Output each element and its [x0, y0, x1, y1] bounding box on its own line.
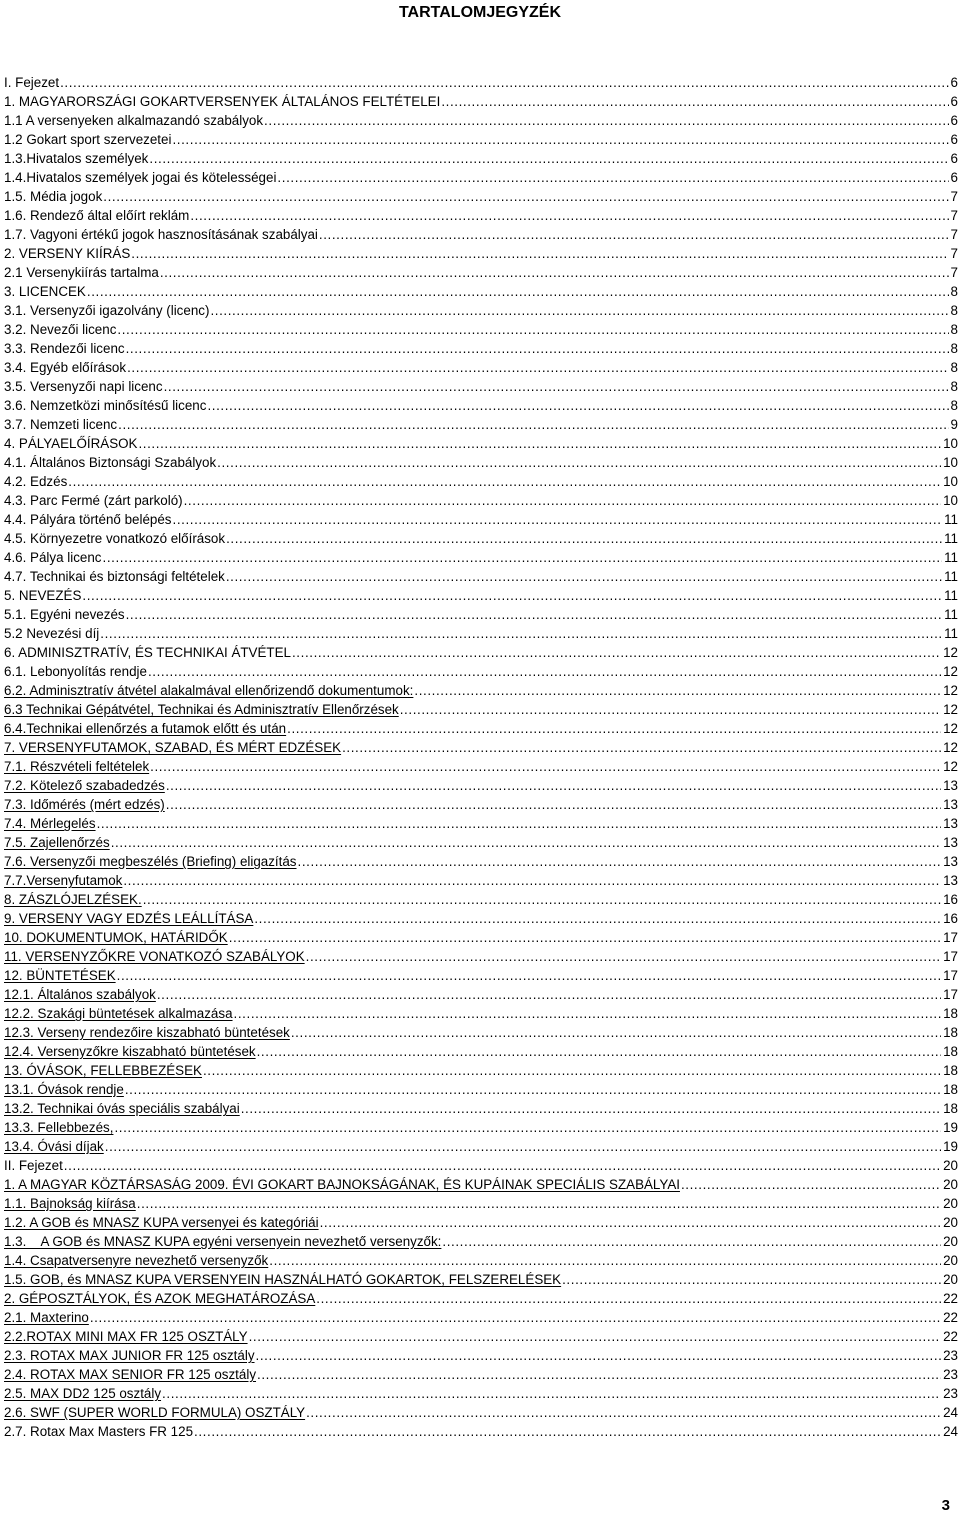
- toc-entry-page: 10: [943, 455, 958, 470]
- toc-entry[interactable]: [4, 129, 958, 148]
- toc-entry-page: 8: [950, 341, 958, 356]
- toc-entry-page: 20: [943, 1177, 958, 1192]
- toc-entry-page: 11: [944, 588, 958, 603]
- toc-entry-page: 12: [943, 721, 958, 736]
- toc-entry-page: 10: [943, 474, 958, 489]
- toc-entry-page: 8: [950, 360, 958, 375]
- dot-leader: [118, 416, 948, 433]
- dot-leader: [148, 663, 941, 680]
- toc-entry-label: 4.1. Általános Biztonsági Szabályok: [4, 455, 217, 470]
- toc-entry-label: 3.6. Nemzetközi minősítésű licenc: [4, 398, 207, 413]
- toc-entry[interactable]: [4, 357, 958, 376]
- toc-entry[interactable]: [4, 1022, 958, 1041]
- toc-entry-label: 2.1. Maxterino: [4, 1310, 89, 1325]
- toc-entry-label: 5. NEVEZÉS: [4, 588, 82, 603]
- toc-entry-label: 12. BÜNTETÉSEK: [4, 968, 116, 983]
- toc-title: TARTALOMJEGYZÉK: [398, 4, 562, 21]
- toc-entry-page: 8: [950, 379, 958, 394]
- toc-entry[interactable]: [4, 224, 958, 243]
- toc-entry[interactable]: [4, 1402, 958, 1421]
- toc-entry-label: 1.2 Gokart sport szervezetei: [4, 132, 172, 147]
- toc-entry[interactable]: [4, 1212, 958, 1231]
- toc-entry-page: 20: [943, 1253, 958, 1268]
- toc-entry-label: 6.2. Adminisztratív átvétel alakalmával ellenőrizendő dokumentumok:: [4, 683, 414, 698]
- dot-leader: [60, 74, 948, 91]
- dot-leader: [254, 910, 941, 927]
- toc-entry-page: 11: [944, 626, 958, 641]
- toc-entry-label: 11. VERSENYZŐKRE VONATKOZÓ SZABÁLYOK: [4, 949, 305, 964]
- toc-entry-label: 3.1. Versenyzői igazolvány (licenc): [4, 303, 210, 318]
- toc-entry-page: 24: [943, 1405, 958, 1420]
- toc-entry-label: 13. ÓVÁSOK, FELLEBBEZÉSEK: [4, 1063, 202, 1078]
- toc-entry[interactable]: [4, 1288, 958, 1307]
- toc-entry-page: 19: [943, 1120, 958, 1135]
- toc-entry[interactable]: [4, 718, 958, 737]
- toc-entry-page: 11: [944, 607, 958, 622]
- toc-entry[interactable]: [4, 756, 958, 775]
- toc-entry-label: 6.3 Technikai Gépátvétel, Technikai és Adminisztratív Ellenőrzések: [4, 702, 399, 717]
- toc-entry[interactable]: [4, 319, 958, 338]
- toc-entry-page: 22: [943, 1291, 958, 1306]
- toc-entry-label: 7. VERSENYFUTAMOK, SZABAD, ÉS MÉRT EDZÉSEK: [4, 740, 342, 755]
- toc-entry-label: 3.7. Nemzeti licenc: [4, 417, 118, 432]
- toc-entry-label: 4.3. Parc Fermé (zárt parkoló): [4, 493, 183, 508]
- dot-leader: [257, 1366, 941, 1383]
- dot-leader: [172, 131, 948, 148]
- toc-entry[interactable]: [4, 1326, 958, 1345]
- toc-entry-label: 13.4. Óvási díjak: [4, 1139, 104, 1154]
- toc-entry-page: 7: [950, 208, 958, 223]
- toc-entry[interactable]: [4, 1231, 958, 1250]
- toc-entry-label: 4.5. Környezetre vonatkozó előírások: [4, 531, 226, 546]
- toc-entry-page: 16: [943, 892, 958, 907]
- toc-entry-page: 20: [943, 1215, 958, 1230]
- toc-entry-label: 1.4.Hivatalos személyek jogai és kötelességei: [4, 170, 277, 185]
- dot-leader: [123, 872, 941, 889]
- dot-leader: [562, 1271, 941, 1288]
- dot-leader: [442, 1233, 941, 1250]
- dot-leader: [291, 1024, 941, 1041]
- toc-entry[interactable]: [4, 566, 958, 585]
- toc-entry-page: 10: [943, 493, 958, 508]
- toc-entry[interactable]: [4, 1174, 958, 1193]
- toc-entry-label: 12.1. Általános szabályok: [4, 987, 156, 1002]
- toc-entry-page: 8: [950, 322, 958, 337]
- toc-entry-label: 1. MAGYARORSZÁGI GOKARTVERSENYEK ÁLTALÁNOS FELTÉTELEI: [4, 94, 441, 109]
- toc-entry-label: 7.2. Kötelező szabadedzés: [4, 778, 165, 793]
- toc-entry-page: 9: [950, 417, 958, 432]
- dot-leader: [68, 473, 941, 490]
- toc-entry[interactable]: [4, 1041, 958, 1060]
- toc-entry-page: 23: [943, 1367, 958, 1382]
- toc-entry[interactable]: [4, 1060, 958, 1079]
- dot-leader: [264, 112, 949, 129]
- toc-entry-label: 6.4.Technikai ellenőrzés a futamok előtt és után: [4, 721, 287, 736]
- dot-leader: [203, 1062, 941, 1079]
- toc-entry-label: II. Fejezet: [4, 1158, 63, 1173]
- page-number: 3: [941, 1497, 950, 1514]
- toc-entry-page: 7: [950, 246, 958, 261]
- toc-entry-label: 10. DOKUMENTUMOK, HATÁRIDŐK: [4, 930, 228, 945]
- toc-entry-label: 7.7.Versenyfutamok: [4, 873, 123, 888]
- dot-leader: [207, 397, 948, 414]
- dot-leader: [105, 1138, 941, 1155]
- dot-leader: [87, 283, 949, 300]
- toc-entry-page: 20: [943, 1196, 958, 1211]
- dot-leader: [162, 1385, 941, 1402]
- toc-entry-label: 3. LICENCEK: [4, 284, 86, 299]
- toc-entry-page: 11: [944, 531, 958, 546]
- toc-entry-page: 17: [943, 949, 958, 964]
- toc-entry-page: 12: [943, 664, 958, 679]
- dot-leader: [316, 1290, 941, 1307]
- dot-leader: [226, 530, 942, 547]
- toc-entry-page: 12: [943, 759, 958, 774]
- toc-entry[interactable]: [4, 262, 958, 281]
- toc-entry-page: 13: [943, 816, 958, 831]
- dot-leader: [306, 1404, 941, 1421]
- toc-entry[interactable]: [4, 414, 958, 433]
- dot-leader: [127, 359, 948, 376]
- toc-entry[interactable]: [4, 851, 958, 870]
- toc-entry-page: 17: [943, 968, 958, 983]
- toc-entry-label: 2.6. SWF (SUPER WORLD FORMULA) OSZTÁLY: [4, 1405, 306, 1420]
- toc-entry[interactable]: [4, 1193, 958, 1212]
- toc-entry-label: 2.5. MAX DD2 125 osztály: [4, 1386, 162, 1401]
- toc-entry-page: 17: [943, 987, 958, 1002]
- toc-entry-page: 13: [943, 797, 958, 812]
- toc-entry-page: 8: [950, 284, 958, 299]
- dot-leader: [257, 1043, 941, 1060]
- toc-entry-label: 2.4. ROTAX MAX SENIOR FR 125 osztály: [4, 1367, 257, 1382]
- toc-entry[interactable]: [4, 927, 958, 946]
- toc-entry-label: 2.7. Rotax Max Masters FR 125: [4, 1424, 194, 1439]
- toc-entry[interactable]: [4, 1250, 958, 1269]
- toc-entry-label: 1.1. Bajnokság kiírása: [4, 1196, 136, 1211]
- toc-entry[interactable]: [4, 1269, 958, 1288]
- dot-leader: [166, 796, 941, 813]
- toc-entry[interactable]: [4, 528, 958, 547]
- dot-leader: [414, 682, 941, 699]
- dot-leader: [160, 264, 949, 281]
- toc-entry-label: 4.4. Pályára történő belépés: [4, 512, 172, 527]
- toc-entry-label: 2.3. ROTAX MAX JUNIOR FR 125 osztály: [4, 1348, 255, 1363]
- toc-entry-label: 1.3.Hivatalos személyek: [4, 151, 149, 166]
- toc-entry-page: 22: [943, 1310, 958, 1325]
- toc-entry-page: 10: [943, 436, 958, 451]
- toc-entry-page: 18: [943, 1006, 958, 1021]
- toc-entry-label: 8. ZÁSZLÓJELZÉSEK.: [4, 892, 142, 907]
- toc-entry-page: 18: [943, 1025, 958, 1040]
- toc-entry-page: 22: [943, 1329, 958, 1344]
- toc-entry-label: 7.1. Részvételi feltételek: [4, 759, 150, 774]
- toc-entry-page: 18: [943, 1082, 958, 1097]
- toc-entry-label: 1.5. GOB, és MNASZ KUPA VERSENYEIN HASZNÁLHATÓ GOKARTOK, FELSZERELÉSEK: [4, 1272, 562, 1287]
- dot-leader: [210, 302, 948, 319]
- toc-entry-label: 6. ADMINISZTRATÍV, ÉS TECHNIKAI ÁTVÉTEL: [4, 645, 291, 660]
- toc-entry-page: 7: [950, 189, 958, 204]
- toc-entry-page: 7: [950, 265, 958, 280]
- toc-entry-label: 2.1 Versenykiírás tartalma: [4, 265, 159, 280]
- toc-entry[interactable]: [4, 737, 958, 756]
- dot-leader: [125, 1081, 941, 1098]
- toc-entry[interactable]: [4, 965, 958, 984]
- toc-entry-label: 6.1. Lebonyolítás rendje: [4, 664, 147, 679]
- toc-entry-label: 4.6. Pálya licenc: [4, 550, 102, 565]
- toc-entry-page: 20: [943, 1272, 958, 1287]
- toc-entry[interactable]: [4, 300, 958, 319]
- toc-entry-page: 18: [943, 1101, 958, 1116]
- dot-leader: [131, 245, 948, 262]
- toc-entry-page: 6: [950, 94, 958, 109]
- toc-entry[interactable]: [4, 243, 958, 262]
- toc-entry-label: I. Fejezet: [4, 75, 60, 90]
- toc-entry-page: 6: [950, 170, 958, 185]
- toc-entry-page: 6: [950, 113, 958, 128]
- toc-entry-label: 1.2. A GOB és MNASZ KUPA versenyei és kategóriái: [4, 1215, 319, 1230]
- toc-entry-label: 7.6. Versenyzői megbeszélés (Briefing) eligazítás: [4, 854, 297, 869]
- toc-entry-label: 5.1. Egyéni nevezés: [4, 607, 125, 622]
- toc-entry-page: 17: [943, 930, 958, 945]
- dot-leader: [298, 853, 942, 870]
- dot-leader: [149, 150, 948, 167]
- toc-entry-page: 23: [943, 1348, 958, 1363]
- dot-leader: [190, 207, 948, 224]
- toc-entry[interactable]: [4, 984, 958, 1003]
- toc-entry[interactable]: [4, 642, 958, 661]
- toc-entry[interactable]: [4, 1364, 958, 1383]
- toc-entry-label: 1.6. Rendező által előírt reklám: [4, 208, 190, 223]
- toc-entry[interactable]: [4, 72, 958, 91]
- dot-leader: [164, 378, 949, 395]
- toc-entry[interactable]: [4, 1383, 958, 1402]
- dot-leader: [117, 967, 941, 984]
- toc-entry-page: 6: [950, 151, 958, 166]
- toc-entry-label: 7.3. Időmérés (mért edzés): [4, 797, 165, 812]
- toc-entry-page: 19: [943, 1139, 958, 1154]
- toc-entry[interactable]: [4, 167, 958, 186]
- dot-leader: [400, 701, 941, 718]
- toc-entry-label: 3.3. Rendezői licenc: [4, 341, 125, 356]
- toc-entry[interactable]: [4, 547, 958, 566]
- toc-entry-label: 2.2.ROTAX MINI MAX FR 125 OSZTÁLY: [4, 1329, 248, 1344]
- toc-entry[interactable]: [4, 1003, 958, 1022]
- dot-leader: [126, 340, 949, 357]
- dot-leader: [103, 188, 948, 205]
- toc-entry[interactable]: [4, 1421, 958, 1440]
- toc-entry-label: 1. A MAGYAR KÖZTÁRSASÁG 2009. ÉVI GOKART BAJNOKSÁGÁNAK, ÉS KUPÁINAK SPECIÁLIS SZABÁLYAI: [4, 1177, 680, 1192]
- dot-leader: [126, 606, 942, 623]
- toc-entry[interactable]: [4, 813, 958, 832]
- toc-entry-label: 3.2. Nevezői licenc: [4, 322, 117, 337]
- toc-entry[interactable]: [4, 186, 958, 205]
- toc-entry-label: 4. PÁLYAELŐÍRÁSOK: [4, 436, 138, 451]
- dot-leader: [234, 1005, 942, 1022]
- dot-leader: [226, 568, 942, 585]
- dot-leader: [111, 834, 941, 851]
- dot-leader: [90, 1309, 941, 1326]
- toc-entry-page: 6: [950, 132, 958, 147]
- toc-entry-label: 3.5. Versenyzői napi licenc: [4, 379, 163, 394]
- toc-entry[interactable]: [4, 1136, 958, 1155]
- dot-leader: [292, 644, 941, 661]
- dot-leader: [150, 758, 941, 775]
- toc-entry-label: 4.2. Edzés: [4, 474, 68, 489]
- dot-leader: [64, 1157, 941, 1174]
- toc-entry-label: 9. VERSENY VAGY EDZÉS LEÁLLÍTÁSA: [4, 911, 254, 926]
- toc-entry-page: 13: [943, 854, 958, 869]
- dot-leader: [157, 986, 941, 1003]
- toc-entry[interactable]: [4, 110, 958, 129]
- toc-entry-label: 1.4. Csapatversenyre nevezhető versenyzők: [4, 1253, 269, 1268]
- toc-entry-label: 1.3. A GOB és MNASZ KUPA egyéni versenyein nevezhető versenyzők:: [4, 1234, 442, 1249]
- dot-leader: [319, 226, 949, 243]
- toc-entry-page: 13: [943, 873, 958, 888]
- toc-entry[interactable]: [4, 376, 958, 395]
- toc-entry[interactable]: [4, 433, 958, 452]
- dot-leader: [681, 1176, 941, 1193]
- toc-entry-label: 13.2. Technikai óvás speciális szabályai: [4, 1101, 240, 1116]
- dot-leader: [117, 321, 948, 338]
- toc-entry[interactable]: [4, 1345, 958, 1364]
- toc-entry[interactable]: [4, 699, 958, 718]
- toc-entry-label: 1.1 A versenyeken alkalmazandó szabályok: [4, 113, 264, 128]
- toc-entry-page: 7: [950, 227, 958, 242]
- toc-entry-page: 6: [950, 75, 958, 90]
- toc-entry[interactable]: [4, 1098, 958, 1117]
- table-of-contents: [4, 72, 958, 1440]
- dot-leader: [441, 93, 948, 110]
- toc-entry-page: 13: [943, 778, 958, 793]
- toc-entry-page: 18: [943, 1063, 958, 1078]
- toc-entry[interactable]: [4, 338, 958, 357]
- toc-entry-label: 2. GÉPOSZTÁLYOK, ÉS AZOK MEGHATÁROZÁSA: [4, 1291, 316, 1306]
- toc-entry-page: 13: [943, 835, 958, 850]
- toc-entry[interactable]: [4, 205, 958, 224]
- dot-leader: [249, 1328, 942, 1345]
- toc-entry-page: 8: [950, 398, 958, 413]
- toc-entry-label: 12.4. Versenyzőkre kiszabható büntetések: [4, 1044, 256, 1059]
- toc-entry-page: 12: [943, 740, 958, 755]
- toc-entry[interactable]: [4, 794, 958, 813]
- toc-entry-label: 2. VERSENY KIÍRÁS: [4, 246, 131, 261]
- dot-leader: [143, 891, 941, 908]
- toc-entry[interactable]: [4, 1307, 958, 1326]
- toc-entry[interactable]: [4, 832, 958, 851]
- toc-entry[interactable]: [4, 585, 958, 604]
- toc-entry-label: 5.2 Nevezési díj: [4, 626, 100, 641]
- toc-entry-label: 1.5. Média jogok: [4, 189, 103, 204]
- dot-leader: [103, 549, 943, 566]
- toc-entry-label: 13.3. Fellebbezés,: [4, 1120, 114, 1135]
- dot-leader: [114, 1119, 941, 1136]
- toc-entry-label: 12.2. Szakági büntetések alkalmazása: [4, 1006, 233, 1021]
- dot-leader: [256, 1347, 942, 1364]
- dot-leader: [306, 948, 941, 965]
- dot-leader: [194, 1423, 941, 1440]
- dot-leader: [269, 1252, 941, 1269]
- toc-entry[interactable]: [4, 775, 958, 794]
- toc-entry-label: 1.7. Vagyoni értékű jogok hasznosításának szabályai: [4, 227, 318, 242]
- toc-entry[interactable]: [4, 1155, 958, 1174]
- toc-entry[interactable]: [4, 452, 958, 471]
- toc-entry[interactable]: [4, 471, 958, 490]
- toc-entry-page: 12: [943, 702, 958, 717]
- dot-leader: [137, 1195, 941, 1212]
- dot-leader: [342, 739, 941, 756]
- toc-entry[interactable]: [4, 490, 958, 509]
- toc-entry[interactable]: [4, 281, 958, 300]
- toc-entry-page: 11: [944, 550, 958, 565]
- dot-leader: [82, 587, 942, 604]
- dot-leader: [287, 720, 941, 737]
- dot-leader: [100, 625, 942, 642]
- toc-entry-page: 20: [943, 1158, 958, 1173]
- dot-leader: [184, 492, 941, 509]
- toc-entry-page: 24: [943, 1424, 958, 1439]
- toc-entry-page: 23: [943, 1386, 958, 1401]
- toc-entry[interactable]: [4, 908, 958, 927]
- toc-entry-page: 20: [943, 1234, 958, 1249]
- toc-entry[interactable]: [4, 680, 958, 699]
- toc-entry[interactable]: [4, 623, 958, 642]
- toc-entry[interactable]: [4, 661, 958, 680]
- toc-entry-label: 13.1. Óvások rendje: [4, 1082, 124, 1097]
- dot-leader: [173, 511, 943, 528]
- toc-entry[interactable]: [4, 1079, 958, 1098]
- toc-entry[interactable]: [4, 889, 958, 908]
- toc-entry[interactable]: [4, 91, 958, 110]
- dot-leader: [138, 435, 941, 452]
- toc-entry[interactable]: [4, 509, 958, 528]
- dot-leader: [229, 929, 941, 946]
- dot-leader: [277, 169, 948, 186]
- toc-entry-page: 12: [943, 683, 958, 698]
- toc-entry-label: 3.4. Egyéb előírások: [4, 360, 127, 375]
- dot-leader: [241, 1100, 941, 1117]
- toc-entry[interactable]: [4, 1117, 958, 1136]
- toc-entry-page: 11: [944, 569, 958, 584]
- toc-entry-label: 4.7. Technikai és biztonsági feltételek: [4, 569, 225, 584]
- dot-leader: [217, 454, 941, 471]
- toc-entry[interactable]: [4, 148, 958, 167]
- toc-entry-page: 16: [943, 911, 958, 926]
- toc-entry[interactable]: [4, 604, 958, 623]
- toc-entry[interactable]: [4, 395, 958, 414]
- toc-entry[interactable]: [4, 946, 958, 965]
- toc-entry-label: 12.3. Verseny rendezőire kiszabható büntetések: [4, 1025, 290, 1040]
- toc-entry-page: 11: [944, 512, 958, 527]
- dot-leader: [166, 777, 941, 794]
- toc-entry-page: 8: [950, 303, 958, 318]
- toc-entry-page: 12: [943, 645, 958, 660]
- dot-leader: [320, 1214, 942, 1231]
- toc-entry-label: 7.4. Mérlegelés: [4, 816, 96, 831]
- dot-leader: [97, 815, 942, 832]
- toc-entry[interactable]: [4, 870, 958, 889]
- toc-entry-label: 7.5. Zajellenőrzés: [4, 835, 110, 850]
- toc-entry-page: 18: [943, 1044, 958, 1059]
